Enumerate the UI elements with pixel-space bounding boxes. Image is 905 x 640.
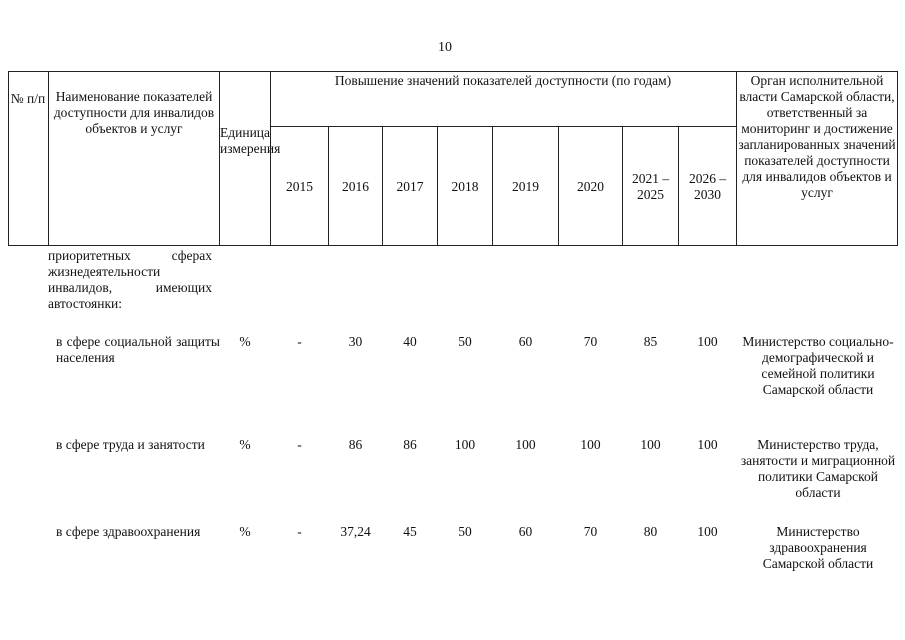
row-value: 70 <box>583 524 598 539</box>
row-value: 50 <box>458 334 472 349</box>
row-organ: Министерство социально-демографической и семейной политики Самарской области <box>742 334 894 397</box>
row-value: 37,24 <box>340 524 371 539</box>
row-organ: Министерство труда, занятости и миграционной политики Самарской области <box>740 437 896 500</box>
grid-line <box>270 71 271 246</box>
row-value: 86 <box>403 437 417 452</box>
year-header: 2017 <box>396 179 424 194</box>
column-header-organ: Орган исполнительной власти Самарской области, ответственный за мониторинг и достижение запланированных значений показателей доступности для инвалидов объектов и услуг <box>738 73 896 200</box>
row-name: в сфере здравоохранения <box>56 524 201 539</box>
row-value: 30 <box>348 334 363 349</box>
row-value: 100 <box>697 437 718 452</box>
row-value: 100 <box>454 437 476 452</box>
row-value: 100 <box>697 334 718 349</box>
row-value: 45 <box>403 524 417 539</box>
page-number: 10 <box>438 40 452 55</box>
year-header: 2021 – 2025 <box>631 171 670 202</box>
row-value: 80 <box>643 524 658 539</box>
column-header-name: Наименование показателей доступности для инвалидов объектов и услуг <box>53 89 215 136</box>
row-name: в сфере труда и занятости <box>56 437 205 452</box>
row-organ: Министерство здравоохранения Самарской области <box>762 524 874 571</box>
row-unit: % <box>239 334 251 349</box>
row-value: 86 <box>348 437 363 452</box>
year-header: 2018 <box>451 179 479 194</box>
grid-line <box>48 71 49 246</box>
column-header-years-group: Повышение значений показателей доступности (по годам) <box>334 73 672 88</box>
row-value: 70 <box>583 334 598 349</box>
year-header: 2015 <box>286 179 313 194</box>
row-value: - <box>297 437 302 452</box>
row-unit: % <box>239 524 251 539</box>
grid-line <box>897 71 898 246</box>
row-value: 50 <box>458 524 472 539</box>
grid-line <box>8 245 898 246</box>
row-value: 40 <box>403 334 417 349</box>
year-header: 2026 – 2030 <box>688 171 727 202</box>
grid-line <box>270 126 736 127</box>
row-value: 85 <box>643 334 658 349</box>
grid-line <box>8 71 898 72</box>
row-value: 100 <box>640 437 661 452</box>
row-name: в сфере социальной защиты населения <box>56 334 220 365</box>
grid-line <box>736 71 737 246</box>
row-value: 100 <box>697 524 718 539</box>
intro-text: приоритетных сферах жизнедеятельности инвалидов, имеющих автостоянки: <box>48 248 212 311</box>
row-value: 100 <box>580 437 601 452</box>
row-value: 60 <box>518 334 533 349</box>
column-header-number: № п/п <box>10 91 46 106</box>
year-header: 2020 <box>577 179 604 194</box>
column-header-unit: Единица измерения <box>220 125 281 156</box>
row-unit: % <box>239 437 251 452</box>
grid-line <box>8 71 9 246</box>
table-header <box>8 71 898 246</box>
row-value: 100 <box>515 437 536 452</box>
grid-line <box>219 71 220 246</box>
year-header: 2019 <box>512 179 539 194</box>
row-value: - <box>297 334 302 349</box>
row-value: - <box>297 524 302 539</box>
year-header: 2016 <box>342 179 369 194</box>
row-value: 60 <box>518 524 533 539</box>
